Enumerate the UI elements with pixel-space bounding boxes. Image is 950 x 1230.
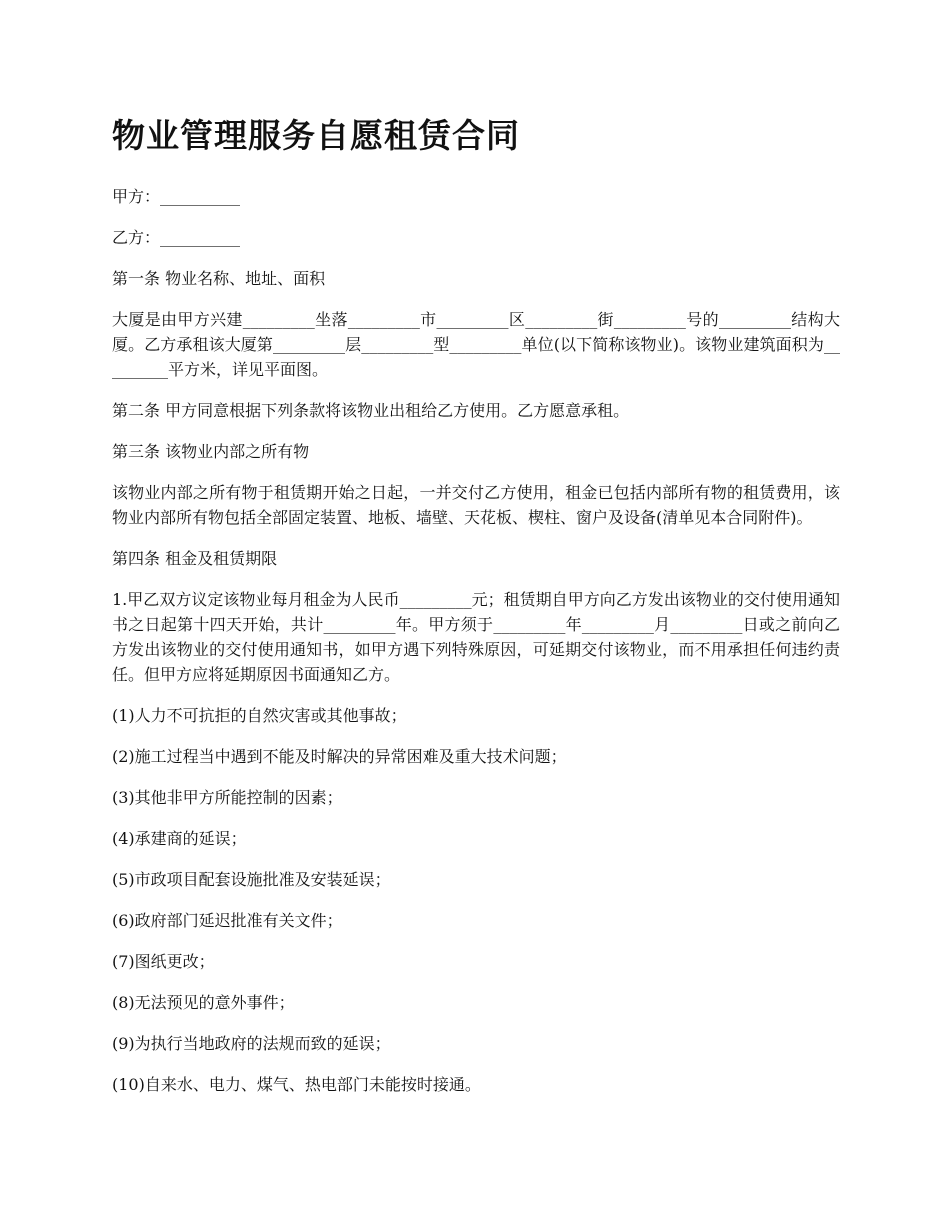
article-4-clause-1: 1.甲乙双方议定该物业每月租金为人民币_________元；租赁期自甲方向乙方发出该物业的交付使用通知书之日起第十四天开始，共计_________年。甲方须于_________年_________月_________日或之前向乙方发出该物业的交付使用通知书，如甲方遇下列特殊原因，可延期交付该物业，而不用承担任何违约责任。但甲方应将延期原因书面通知乙方。 xyxy=(112,590,840,684)
article-1-body: 大厦是由甲方兴建_________坐落_________市_________区_________街_________号的_________结构大厦。乙方承租该大厦第_________层_________型_________单位(以下简称该物业)。该物业建筑面积为_________平方米，详见平面图。 xyxy=(112,310,840,379)
list-item-2: (2)施工过程当中遇到不能及时解决的异常困难及重大技术问题； xyxy=(112,747,567,766)
list-item-8: (8)无法预见的意外事件； xyxy=(112,993,295,1012)
list-item-7: (7)图纸更改； xyxy=(112,952,215,971)
document-page xyxy=(112,112,840,1113)
party-b-line: 乙方：__________ xyxy=(112,228,241,247)
article-3-body: 该物业内部之所有物于租赁期开始之日起，一并交付乙方使用，租金已包括内部所有物的租赁费用，该物业内部所有物包括全部固定装置、地板、墙壁、天花板、楔柱、窗户及设备(清单见本合同附件)。 xyxy=(112,483,840,527)
list-item-5: (5)市政项目配套设施批准及安装延误； xyxy=(112,870,391,889)
list-item-9: (9)为执行当地政府的法规而致的延误； xyxy=(112,1034,391,1053)
list-item-1: (1)人力不可抗拒的自然灾害或其他事故； xyxy=(112,706,407,725)
list-item-6: (6)政府部门延迟批准有关文件； xyxy=(112,911,343,930)
list-item-10: (10)自来水、电力、煤气、热电部门未能按时接通。 xyxy=(112,1075,481,1094)
party-a-line: 甲方：__________ xyxy=(112,187,241,206)
article-1-heading: 第一条 物业名称、地址、面积 xyxy=(112,269,326,288)
article-4-heading: 第四条 租金及租赁期限 xyxy=(112,549,278,568)
article-3-heading: 第三条 该物业内部之所有物 xyxy=(112,442,310,461)
article-2-text: 第二条 甲方同意根据下列条款将该物业出租给乙方使用。乙方愿意承租。 xyxy=(112,401,630,420)
document-title: 物业管理服务自愿租赁合同 xyxy=(112,116,520,155)
list-item-3: (3)其他非甲方所能控制的因素； xyxy=(112,788,343,807)
list-item-4: (4)承建商的延误； xyxy=(112,829,247,848)
